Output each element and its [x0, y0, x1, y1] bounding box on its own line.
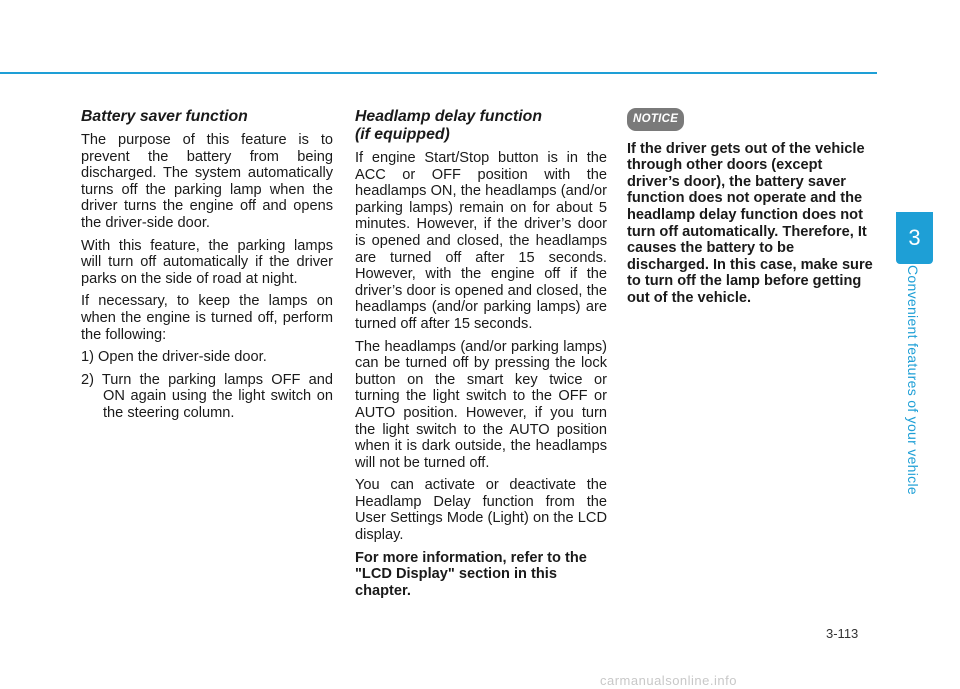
chapter-tab	[896, 212, 933, 264]
notice-column	[627, 108, 879, 313]
battery-saver-column	[81, 108, 333, 428]
headlamp-heading-line-1: Headlamp delay function	[355, 108, 542, 125]
page-number: 3-113	[826, 626, 859, 641]
headlamp-paragraph-4: For more information, refer to the "LCD Display" section in this chapter.	[355, 549, 587, 599]
battery-paragraph-2: With this feature, the parking lamps will turn off automatically if the driver parks on the side of road at night.	[81, 237, 333, 287]
battery-step-1: 1) Open the driver-side door.	[81, 349, 267, 366]
top-rule	[0, 72, 877, 74]
headlamp-delay-heading	[355, 108, 607, 144]
headlamp-paragraph-2: The headlamps (and/or parking lamps) can be turned off by pressing the lock button on the smart key twice or turning the light switch to the OFF or AUTO position. However, if you turn the light switch to the AUTO position when it is dark outside, the headlamps will not be turned off.	[355, 338, 607, 471]
battery-step-2: 2) Turn the parking lamps OFF and ON again using the light switch on the steering column.	[81, 371, 333, 421]
battery-paragraph-3: If necessary, to keep the lamps on when the engine is turned off, perform the following:	[81, 293, 333, 343]
headlamp-paragraph-1: If engine Start/Stop button is in the ACC or OFF position with the headlamps ON, the headlamps (and/or parking lamps) remain on for about 5 minutes. However, if the driver’s door is opened and closed, the headlamps are turned off after 15 seconds. However, with the engine off if the driver’s door is opened and closed, the headlamps (and/or parking lamps) are turned off after 15 seconds.	[355, 150, 607, 332]
notice-text: If the driver gets out of the vehicle through other doors (except driver’s door), the battery saver function does not operate and the headlamp delay function does not turn off automatically. Therefore, It causes the battery to be discharged. In this case, make sure to turn off the lamp before getting out of the vehicle.	[627, 140, 873, 306]
headlamp-heading-line-2: (if equipped)	[355, 126, 450, 143]
chapter-number: 3	[908, 225, 921, 250]
headlamp-delay-column	[355, 108, 607, 605]
battery-paragraph-1: The purpose of this feature is to prevent the battery from being discharged. The system automatically turns off the parking lamp when the driver turns the engine off and opens the driver-side door.	[81, 132, 333, 231]
headlamp-paragraph-3: You can activate or deactivate the Headlamp Delay function from the User Settings Mode (Light) on the LCD display.	[355, 477, 607, 544]
notice-badge: NOTICE	[627, 108, 684, 131]
chapter-title: Convenient features of your vehicle	[905, 265, 921, 495]
watermark: carmanualsonline.info	[600, 673, 737, 688]
battery-saver-heading: Battery saver function	[81, 108, 248, 125]
